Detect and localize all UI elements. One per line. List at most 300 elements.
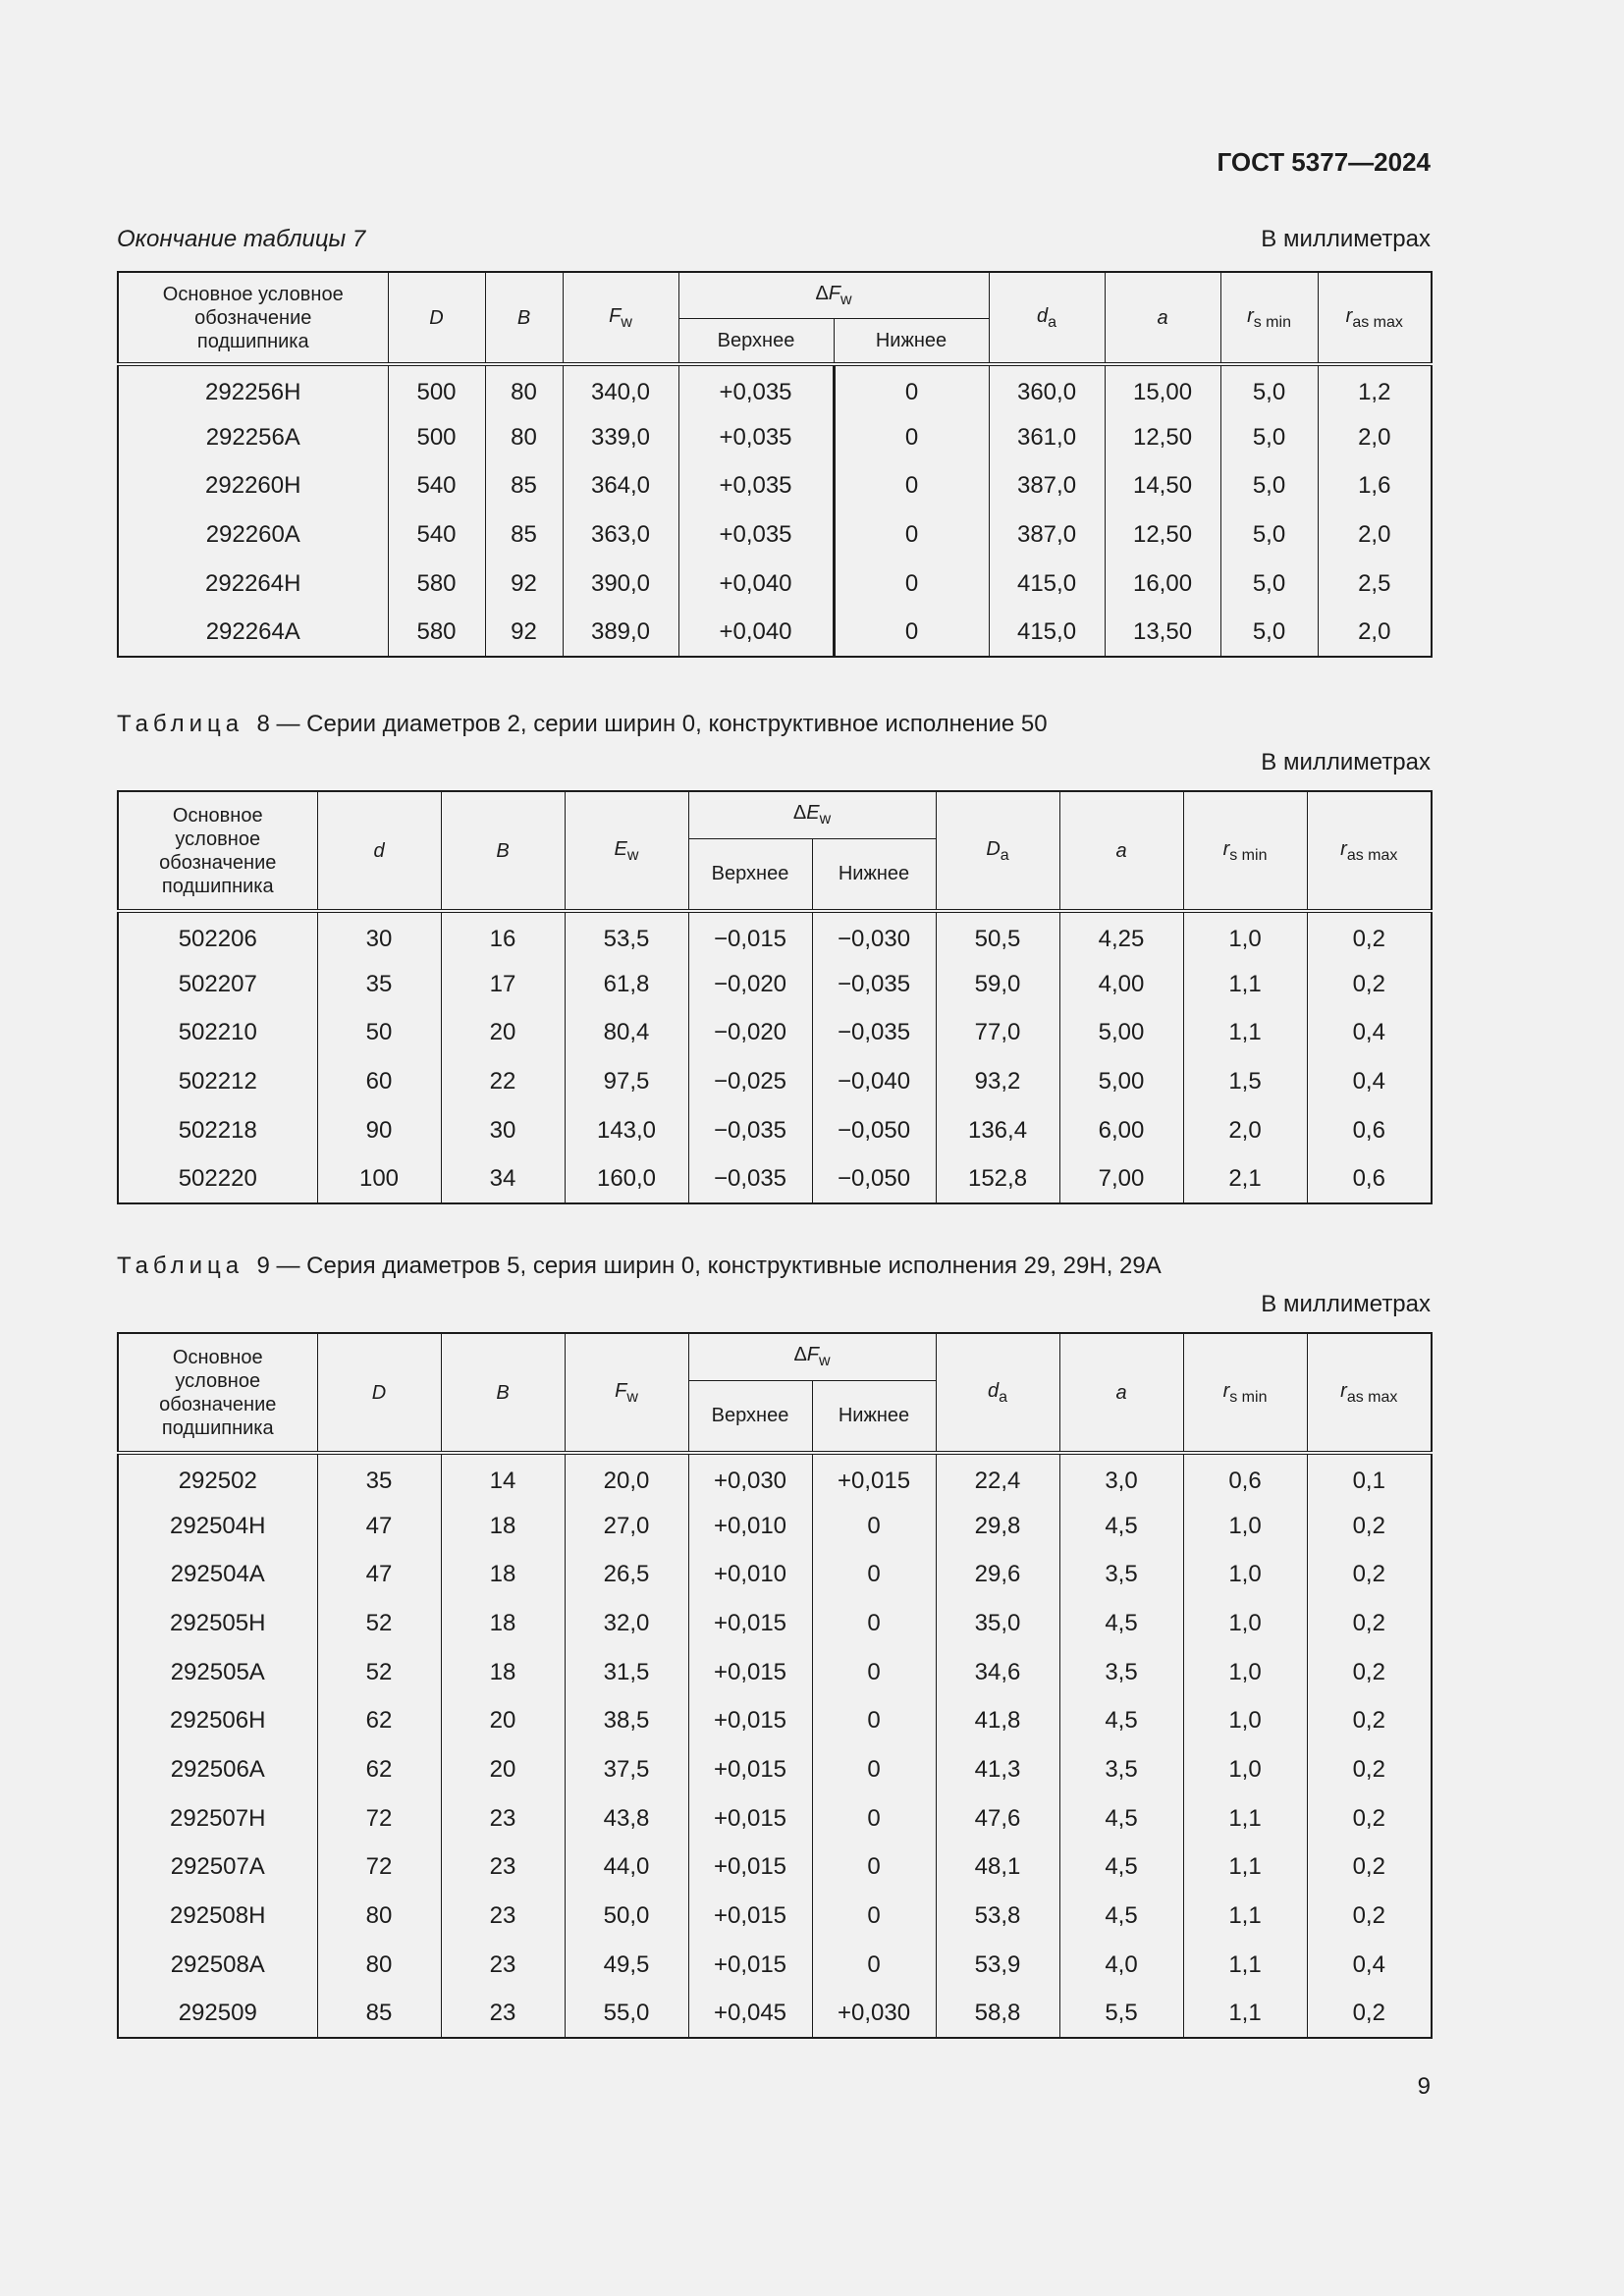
table-cell: 1,1 — [1183, 1941, 1307, 1990]
table-cell: 6,00 — [1059, 1106, 1183, 1155]
table-cell: 502206 — [118, 911, 317, 960]
table-row — [118, 1941, 1432, 1990]
table-row — [118, 1990, 1432, 2039]
table-row — [118, 413, 1432, 462]
table-cell: 44,0 — [565, 1843, 688, 1893]
table-cell: 3,0 — [1059, 1453, 1183, 1502]
table-cell: +0,015 — [688, 1696, 812, 1745]
table-cell: 50 — [317, 1008, 441, 1057]
table-cell: 1,5 — [1183, 1057, 1307, 1106]
table-cell: 12,50 — [1105, 510, 1220, 560]
table-cell: 292256H — [118, 364, 388, 413]
table-row — [118, 1057, 1432, 1106]
table-cell: 30 — [317, 911, 441, 960]
table-cell: +0,045 — [688, 1990, 812, 2039]
table-cell: 13,50 — [1105, 608, 1220, 657]
table-cell: 5,0 — [1220, 560, 1318, 609]
table-cell: 16 — [441, 911, 565, 960]
table-cell: 53,5 — [565, 911, 688, 960]
table9-header-rs-min: $r_{s min}$ — [1183, 1333, 1307, 1453]
table-cell: 85 — [485, 461, 563, 510]
table-cell: 3,5 — [1059, 1745, 1183, 1794]
table-row — [118, 1648, 1432, 1697]
table-cell: 59,0 — [936, 960, 1059, 1009]
table7-header-B: B — [485, 272, 563, 364]
table-cell: 3,5 — [1059, 1648, 1183, 1697]
table-cell: 29,8 — [936, 1502, 1059, 1551]
table-cell: 27,0 — [565, 1502, 688, 1551]
table-cell: 5,0 — [1220, 413, 1318, 462]
table-cell: 292264A — [118, 608, 388, 657]
table-cell: 361,0 — [989, 413, 1105, 462]
table-cell: 0 — [834, 413, 989, 462]
table9-header-da: $d_a$ — [936, 1333, 1059, 1453]
table-cell: 502210 — [118, 1008, 317, 1057]
table-cell: 100 — [317, 1154, 441, 1203]
table-cell: 52 — [317, 1599, 441, 1648]
table-cell: 23 — [441, 1843, 565, 1893]
table7 — [117, 271, 1433, 658]
table-cell: −0,020 — [688, 960, 812, 1009]
table-cell: 4,25 — [1059, 911, 1183, 960]
table-cell: −0,035 — [812, 1008, 936, 1057]
table-cell: 1,0 — [1183, 1696, 1307, 1745]
table-cell: 4,0 — [1059, 1941, 1183, 1990]
table-cell: 4,5 — [1059, 1843, 1183, 1893]
table-cell: 5,0 — [1220, 608, 1318, 657]
table-cell: 540 — [388, 510, 485, 560]
table-cell: 18 — [441, 1648, 565, 1697]
table-cell: 1,1 — [1183, 1892, 1307, 1941]
table-cell: 1,0 — [1183, 1599, 1307, 1648]
table-cell: 12,50 — [1105, 413, 1220, 462]
table-cell: 35 — [317, 960, 441, 1009]
table8-header-upper: Верхнее — [688, 838, 812, 911]
table-cell: +0,015 — [688, 1648, 812, 1697]
table-cell: 1,1 — [1183, 1008, 1307, 1057]
table-cell: 80 — [485, 364, 563, 413]
table-cell: 4,5 — [1059, 1599, 1183, 1648]
table9-header-a: a — [1059, 1333, 1183, 1453]
table-cell: 292508A — [118, 1941, 317, 1990]
table-cell: +0,040 — [678, 560, 834, 609]
table-cell: 0 — [812, 1843, 936, 1893]
table-cell: 50,5 — [936, 911, 1059, 960]
table-cell: 1,0 — [1183, 911, 1307, 960]
table-cell: 0,2 — [1307, 1892, 1432, 1941]
table-cell: 5,00 — [1059, 1057, 1183, 1106]
table7-caption: Окончание таблицы 7 — [117, 226, 366, 252]
table-cell: 93,2 — [936, 1057, 1059, 1106]
table-row — [118, 560, 1432, 609]
table-cell: +0,015 — [688, 1892, 812, 1941]
table7-header-lower: Нижнее — [834, 318, 989, 364]
table-cell: 20 — [441, 1008, 565, 1057]
table-cell: 0,1 — [1307, 1453, 1432, 1502]
table-cell: 389,0 — [563, 608, 678, 657]
table-cell: 18 — [441, 1550, 565, 1599]
table-cell: 20 — [441, 1696, 565, 1745]
table-cell: 1,1 — [1183, 1990, 1307, 2039]
table-cell: 4,5 — [1059, 1502, 1183, 1551]
table-cell: 77,0 — [936, 1008, 1059, 1057]
table-cell: 292256A — [118, 413, 388, 462]
table-cell: 2,0 — [1318, 608, 1432, 657]
table-cell: 80,4 — [565, 1008, 688, 1057]
table-cell: −0,050 — [812, 1154, 936, 1203]
table8-units: В миллиметрах — [1261, 749, 1431, 775]
table-row — [118, 1154, 1432, 1203]
table-cell: +0,015 — [688, 1745, 812, 1794]
table-cell: 43,8 — [565, 1794, 688, 1843]
document-code: ГОСТ 5377—2024 — [1217, 147, 1431, 177]
table-cell: 23 — [441, 1794, 565, 1843]
table-cell: 53,8 — [936, 1892, 1059, 1941]
table7-header-a: a — [1105, 272, 1220, 364]
table-cell: 61,8 — [565, 960, 688, 1009]
table8-header-Ew: $E_w$ — [565, 791, 688, 911]
table-cell: 363,0 — [563, 510, 678, 560]
table-cell: 0 — [834, 364, 989, 413]
table7-header-rs-min: $r_{s min}$ — [1220, 272, 1318, 364]
table-cell: 0,2 — [1307, 1502, 1432, 1551]
table-cell: +0,015 — [688, 1941, 812, 1990]
table9-header-ras-max: $r_{as max}$ — [1307, 1333, 1432, 1453]
table-cell: 92 — [485, 560, 563, 609]
table-cell: 32,0 — [565, 1599, 688, 1648]
table-row — [118, 461, 1432, 510]
table-cell: 29,6 — [936, 1550, 1059, 1599]
table-cell: 52 — [317, 1648, 441, 1697]
table-row — [118, 1745, 1432, 1794]
table-cell: 387,0 — [989, 461, 1105, 510]
table-cell: 35,0 — [936, 1599, 1059, 1648]
table-cell: 160,0 — [565, 1154, 688, 1203]
table-row — [118, 960, 1432, 1009]
table-cell: 0,6 — [1307, 1106, 1432, 1155]
table-cell: 0 — [812, 1550, 936, 1599]
table-cell: 20 — [441, 1745, 565, 1794]
table-cell: 500 — [388, 364, 485, 413]
table-cell: 80 — [317, 1892, 441, 1941]
table9-header-designation: Основное условное обозначение подшипника — [118, 1333, 317, 1453]
table-cell: +0,015 — [812, 1453, 936, 1502]
table-cell: +0,030 — [812, 1990, 936, 2039]
table8-caption-word: Таблица — [117, 711, 244, 737]
table9 — [117, 1332, 1433, 2039]
table-cell: 41,8 — [936, 1696, 1059, 1745]
table-cell: −0,015 — [688, 911, 812, 960]
table-cell: 41,3 — [936, 1745, 1059, 1794]
table-cell: 26,5 — [565, 1550, 688, 1599]
table-cell: 80 — [485, 413, 563, 462]
table-cell: 0,6 — [1307, 1154, 1432, 1203]
table-cell: 0,2 — [1307, 1550, 1432, 1599]
table-cell: 292264H — [118, 560, 388, 609]
table-cell: 18 — [441, 1502, 565, 1551]
table-cell: +0,015 — [688, 1599, 812, 1648]
table-cell: +0,040 — [678, 608, 834, 657]
table9-header-D: D — [317, 1333, 441, 1453]
table-cell: 0,2 — [1307, 1696, 1432, 1745]
table-row — [118, 1502, 1432, 1551]
table7-header-Fw: $F_w$ — [563, 272, 678, 364]
table7-header-designation: Основное условное обозначение подшипника — [118, 272, 388, 364]
table8-body — [118, 911, 1432, 1203]
table-cell: −0,050 — [812, 1106, 936, 1155]
table-row — [118, 1599, 1432, 1648]
table-cell: 58,8 — [936, 1990, 1059, 2039]
table-cell: 0,6 — [1183, 1453, 1307, 1502]
table-cell: 5,0 — [1220, 461, 1318, 510]
table-row — [118, 1794, 1432, 1843]
table-cell: 2,0 — [1318, 510, 1432, 560]
table-cell: 30 — [441, 1106, 565, 1155]
table-cell: 360,0 — [989, 364, 1105, 413]
table-cell: 3,5 — [1059, 1550, 1183, 1599]
table-cell: 18 — [441, 1599, 565, 1648]
table-cell: 15,00 — [1105, 364, 1220, 413]
table-row — [118, 911, 1432, 960]
table-cell: 2,5 — [1318, 560, 1432, 609]
table-cell: 23 — [441, 1941, 565, 1990]
table-cell: 292507A — [118, 1843, 317, 1893]
table-cell: 55,0 — [565, 1990, 688, 2039]
table-cell: 97,5 — [565, 1057, 688, 1106]
table-cell: 38,5 — [565, 1696, 688, 1745]
table-cell: 1,0 — [1183, 1550, 1307, 1599]
table-cell: 415,0 — [989, 608, 1105, 657]
table-cell: 0 — [812, 1794, 936, 1843]
table-cell: 22 — [441, 1057, 565, 1106]
table-cell: 339,0 — [563, 413, 678, 462]
table-cell: 47,6 — [936, 1794, 1059, 1843]
table7-body — [118, 364, 1432, 657]
table-cell: +0,010 — [688, 1550, 812, 1599]
table-cell: 0,2 — [1307, 1648, 1432, 1697]
table-cell: 1,2 — [1318, 364, 1432, 413]
table9-header-lower: Нижнее — [812, 1380, 936, 1453]
table-cell: 540 — [388, 461, 485, 510]
table-cell: 14,50 — [1105, 461, 1220, 510]
table-cell: 37,5 — [565, 1745, 688, 1794]
table-cell: 47 — [317, 1502, 441, 1551]
table-cell: 0 — [812, 1892, 936, 1941]
table-cell: 0,2 — [1307, 1843, 1432, 1893]
table-cell: 5,5 — [1059, 1990, 1183, 2039]
table-cell: 0 — [812, 1941, 936, 1990]
table-cell: 0,4 — [1307, 1008, 1432, 1057]
table-cell: +0,035 — [678, 461, 834, 510]
table-cell: 90 — [317, 1106, 441, 1155]
table-cell: 0 — [812, 1599, 936, 1648]
table7-header-delta-Fw: $\Delta F_w$ — [678, 272, 989, 318]
table-cell: 2,0 — [1183, 1106, 1307, 1155]
table-cell: 1,1 — [1183, 960, 1307, 1009]
table-cell: 34 — [441, 1154, 565, 1203]
table-cell: 0 — [812, 1648, 936, 1697]
table-cell: 4,5 — [1059, 1892, 1183, 1941]
table7-header-ras-max: $r_{as max}$ — [1318, 272, 1432, 364]
table-cell: −0,035 — [688, 1154, 812, 1203]
table-cell: 60 — [317, 1057, 441, 1106]
table-cell: 62 — [317, 1696, 441, 1745]
table-cell: 23 — [441, 1990, 565, 2039]
table-cell: 48,1 — [936, 1843, 1059, 1893]
table-cell: 0,4 — [1307, 1941, 1432, 1990]
table-cell: 5,0 — [1220, 510, 1318, 560]
page-number: 9 — [1417, 2073, 1431, 2100]
table-cell: 17 — [441, 960, 565, 1009]
table-row — [118, 364, 1432, 413]
table-cell: 4,5 — [1059, 1696, 1183, 1745]
table-cell: 292506A — [118, 1745, 317, 1794]
table-row — [118, 1008, 1432, 1057]
table-cell: 500 — [388, 413, 485, 462]
table-row — [118, 608, 1432, 657]
table-cell: 35 — [317, 1453, 441, 1502]
table-cell: 4,00 — [1059, 960, 1183, 1009]
table-cell: 340,0 — [563, 364, 678, 413]
table-cell: 502212 — [118, 1057, 317, 1106]
table-cell: 53,9 — [936, 1941, 1059, 1990]
table-cell: 23 — [441, 1892, 565, 1941]
table-cell: 152,8 — [936, 1154, 1059, 1203]
table8 — [117, 790, 1433, 1204]
table-cell: 34,6 — [936, 1648, 1059, 1697]
table-cell: +0,030 — [688, 1453, 812, 1502]
table-cell: 0,2 — [1307, 1990, 1432, 2039]
table-cell: 4,5 — [1059, 1794, 1183, 1843]
table-cell: 92 — [485, 608, 563, 657]
table-cell: 415,0 — [989, 560, 1105, 609]
table-cell: 292505A — [118, 1648, 317, 1697]
table8-header-designation: Основное условное обозначение подшипника — [118, 791, 317, 911]
table7-header-upper: Верхнее — [678, 318, 834, 364]
table-cell: 0 — [834, 510, 989, 560]
table-row — [118, 1550, 1432, 1599]
table8-header-B: B — [441, 791, 565, 911]
table7-header-da: $d_a$ — [989, 272, 1105, 364]
table-cell: 0 — [834, 461, 989, 510]
table-cell: 1,0 — [1183, 1745, 1307, 1794]
table8-header-d: d — [317, 791, 441, 911]
table-cell: 72 — [317, 1843, 441, 1893]
table-cell: 50,0 — [565, 1892, 688, 1941]
table-cell: 72 — [317, 1794, 441, 1843]
table8-caption — [117, 711, 1048, 738]
table-cell: +0,035 — [678, 364, 834, 413]
table-cell: 1,6 — [1318, 461, 1432, 510]
table-cell: 2,0 — [1318, 413, 1432, 462]
table-cell: 0 — [834, 560, 989, 609]
table-cell: 0,2 — [1307, 911, 1432, 960]
table-cell: 292509 — [118, 1990, 317, 2039]
table-cell: 85 — [485, 510, 563, 560]
table-cell: −0,030 — [812, 911, 936, 960]
table8-header-rs-min: $r_{s min}$ — [1183, 791, 1307, 911]
table-cell: 20,0 — [565, 1453, 688, 1502]
table-cell: +0,015 — [688, 1794, 812, 1843]
table-cell: 62 — [317, 1745, 441, 1794]
table-cell: +0,010 — [688, 1502, 812, 1551]
table7-units: В миллиметрах — [1261, 226, 1431, 252]
table9-header-upper: Верхнее — [688, 1380, 812, 1453]
table-cell: 5,0 — [1220, 364, 1318, 413]
table-cell: 292505H — [118, 1599, 317, 1648]
table9-units: В миллиметрах — [1261, 1291, 1431, 1317]
table8-header-a: a — [1059, 791, 1183, 911]
table8-caption-text: 8 — Серии диаметров 2, серии ширин 0, конструктивное исполнение 50 — [256, 711, 1048, 737]
table-cell: 580 — [388, 560, 485, 609]
table-cell: 0 — [812, 1745, 936, 1794]
table-cell: 2,1 — [1183, 1154, 1307, 1203]
table-cell: 0 — [812, 1502, 936, 1551]
table8-header-delta-Ew: $\Delta E_w$ — [688, 791, 936, 838]
table-cell: 47 — [317, 1550, 441, 1599]
table7-header-D: D — [388, 272, 485, 364]
table-cell: 0 — [834, 608, 989, 657]
table-cell: 31,5 — [565, 1648, 688, 1697]
table-row — [118, 1106, 1432, 1155]
table-cell: −0,020 — [688, 1008, 812, 1057]
table-cell: 0,2 — [1307, 1794, 1432, 1843]
table-cell: 80 — [317, 1941, 441, 1990]
table-cell: 1,0 — [1183, 1502, 1307, 1551]
table8-header-ras-max: $r_{as max}$ — [1307, 791, 1432, 911]
table-cell: 22,4 — [936, 1453, 1059, 1502]
table-cell: 580 — [388, 608, 485, 657]
table-cell: 1,1 — [1183, 1794, 1307, 1843]
table-cell: 0 — [812, 1696, 936, 1745]
table-cell: 143,0 — [565, 1106, 688, 1155]
table-cell: 390,0 — [563, 560, 678, 609]
table-cell: 1,1 — [1183, 1843, 1307, 1893]
table-cell: 292504H — [118, 1502, 317, 1551]
table-cell: +0,015 — [688, 1843, 812, 1893]
table-cell: 502207 — [118, 960, 317, 1009]
table-cell: 502218 — [118, 1106, 317, 1155]
table-cell: 292502 — [118, 1453, 317, 1502]
table-row — [118, 1892, 1432, 1941]
table-cell: 364,0 — [563, 461, 678, 510]
table-cell: −0,035 — [812, 960, 936, 1009]
table-cell: 292506H — [118, 1696, 317, 1745]
table9-caption-text: 9 — Серия диаметров 5, серия ширин 0, конструктивные исполнения 29, 29H, 29A — [256, 1253, 1162, 1279]
table-cell: −0,035 — [688, 1106, 812, 1155]
table-cell: 502220 — [118, 1154, 317, 1203]
table-cell: 16,00 — [1105, 560, 1220, 609]
table-row — [118, 1843, 1432, 1893]
table9-caption-word: Таблица — [117, 1253, 244, 1279]
table-cell: 1,0 — [1183, 1648, 1307, 1697]
table-cell: 292507H — [118, 1794, 317, 1843]
table8-header-Da: $D_a$ — [936, 791, 1059, 911]
table9-caption — [117, 1253, 1162, 1280]
table-cell: 292508H — [118, 1892, 317, 1941]
table-cell: 136,4 — [936, 1106, 1059, 1155]
table9-body — [118, 1453, 1432, 2038]
table-cell: 0,2 — [1307, 1745, 1432, 1794]
table9-header-Fw: $F_w$ — [565, 1333, 688, 1453]
table-cell: 292260A — [118, 510, 388, 560]
table-cell: 49,5 — [565, 1941, 688, 1990]
table-cell: 292504A — [118, 1550, 317, 1599]
table-cell: 292260H — [118, 461, 388, 510]
table9-header-delta-Fw: $\Delta F_w$ — [688, 1333, 936, 1380]
table9-header-B: B — [441, 1333, 565, 1453]
table-cell: 0,2 — [1307, 960, 1432, 1009]
